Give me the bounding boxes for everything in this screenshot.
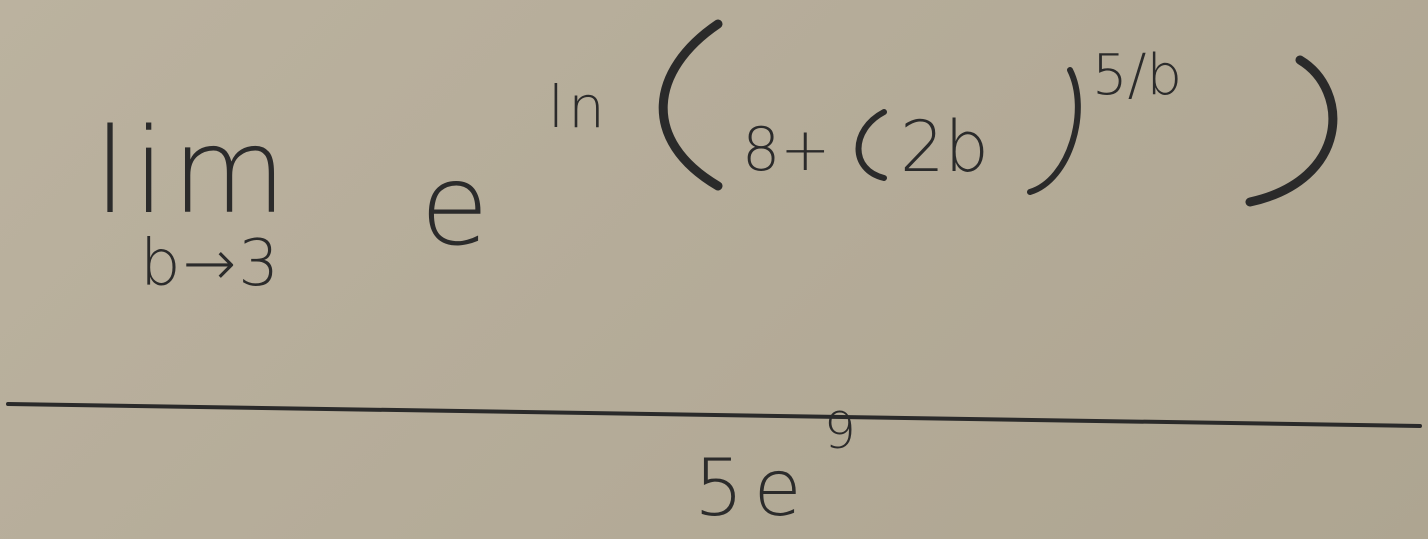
fraction-bar <box>8 404 1420 426</box>
limit-label: lim <box>94 102 293 240</box>
natural-log: ln <box>548 73 609 141</box>
denominator-base: e <box>753 444 812 534</box>
inner-term: 2b <box>900 106 989 188</box>
denominator-exponent: 9 <box>824 402 856 460</box>
limit-subscript: b→3 <box>140 227 281 301</box>
inner-exponent: 5/b <box>1092 43 1183 108</box>
exponential-base: e <box>420 141 489 271</box>
small-right-paren <box>1030 70 1078 192</box>
denominator-expression <box>694 444 812 534</box>
denominator-coefficient: 5 <box>694 444 754 534</box>
large-left-paren <box>663 24 718 186</box>
large-right-paren <box>1250 60 1333 202</box>
inner-constant: 8+ <box>742 115 831 185</box>
small-left-paren <box>859 112 885 178</box>
